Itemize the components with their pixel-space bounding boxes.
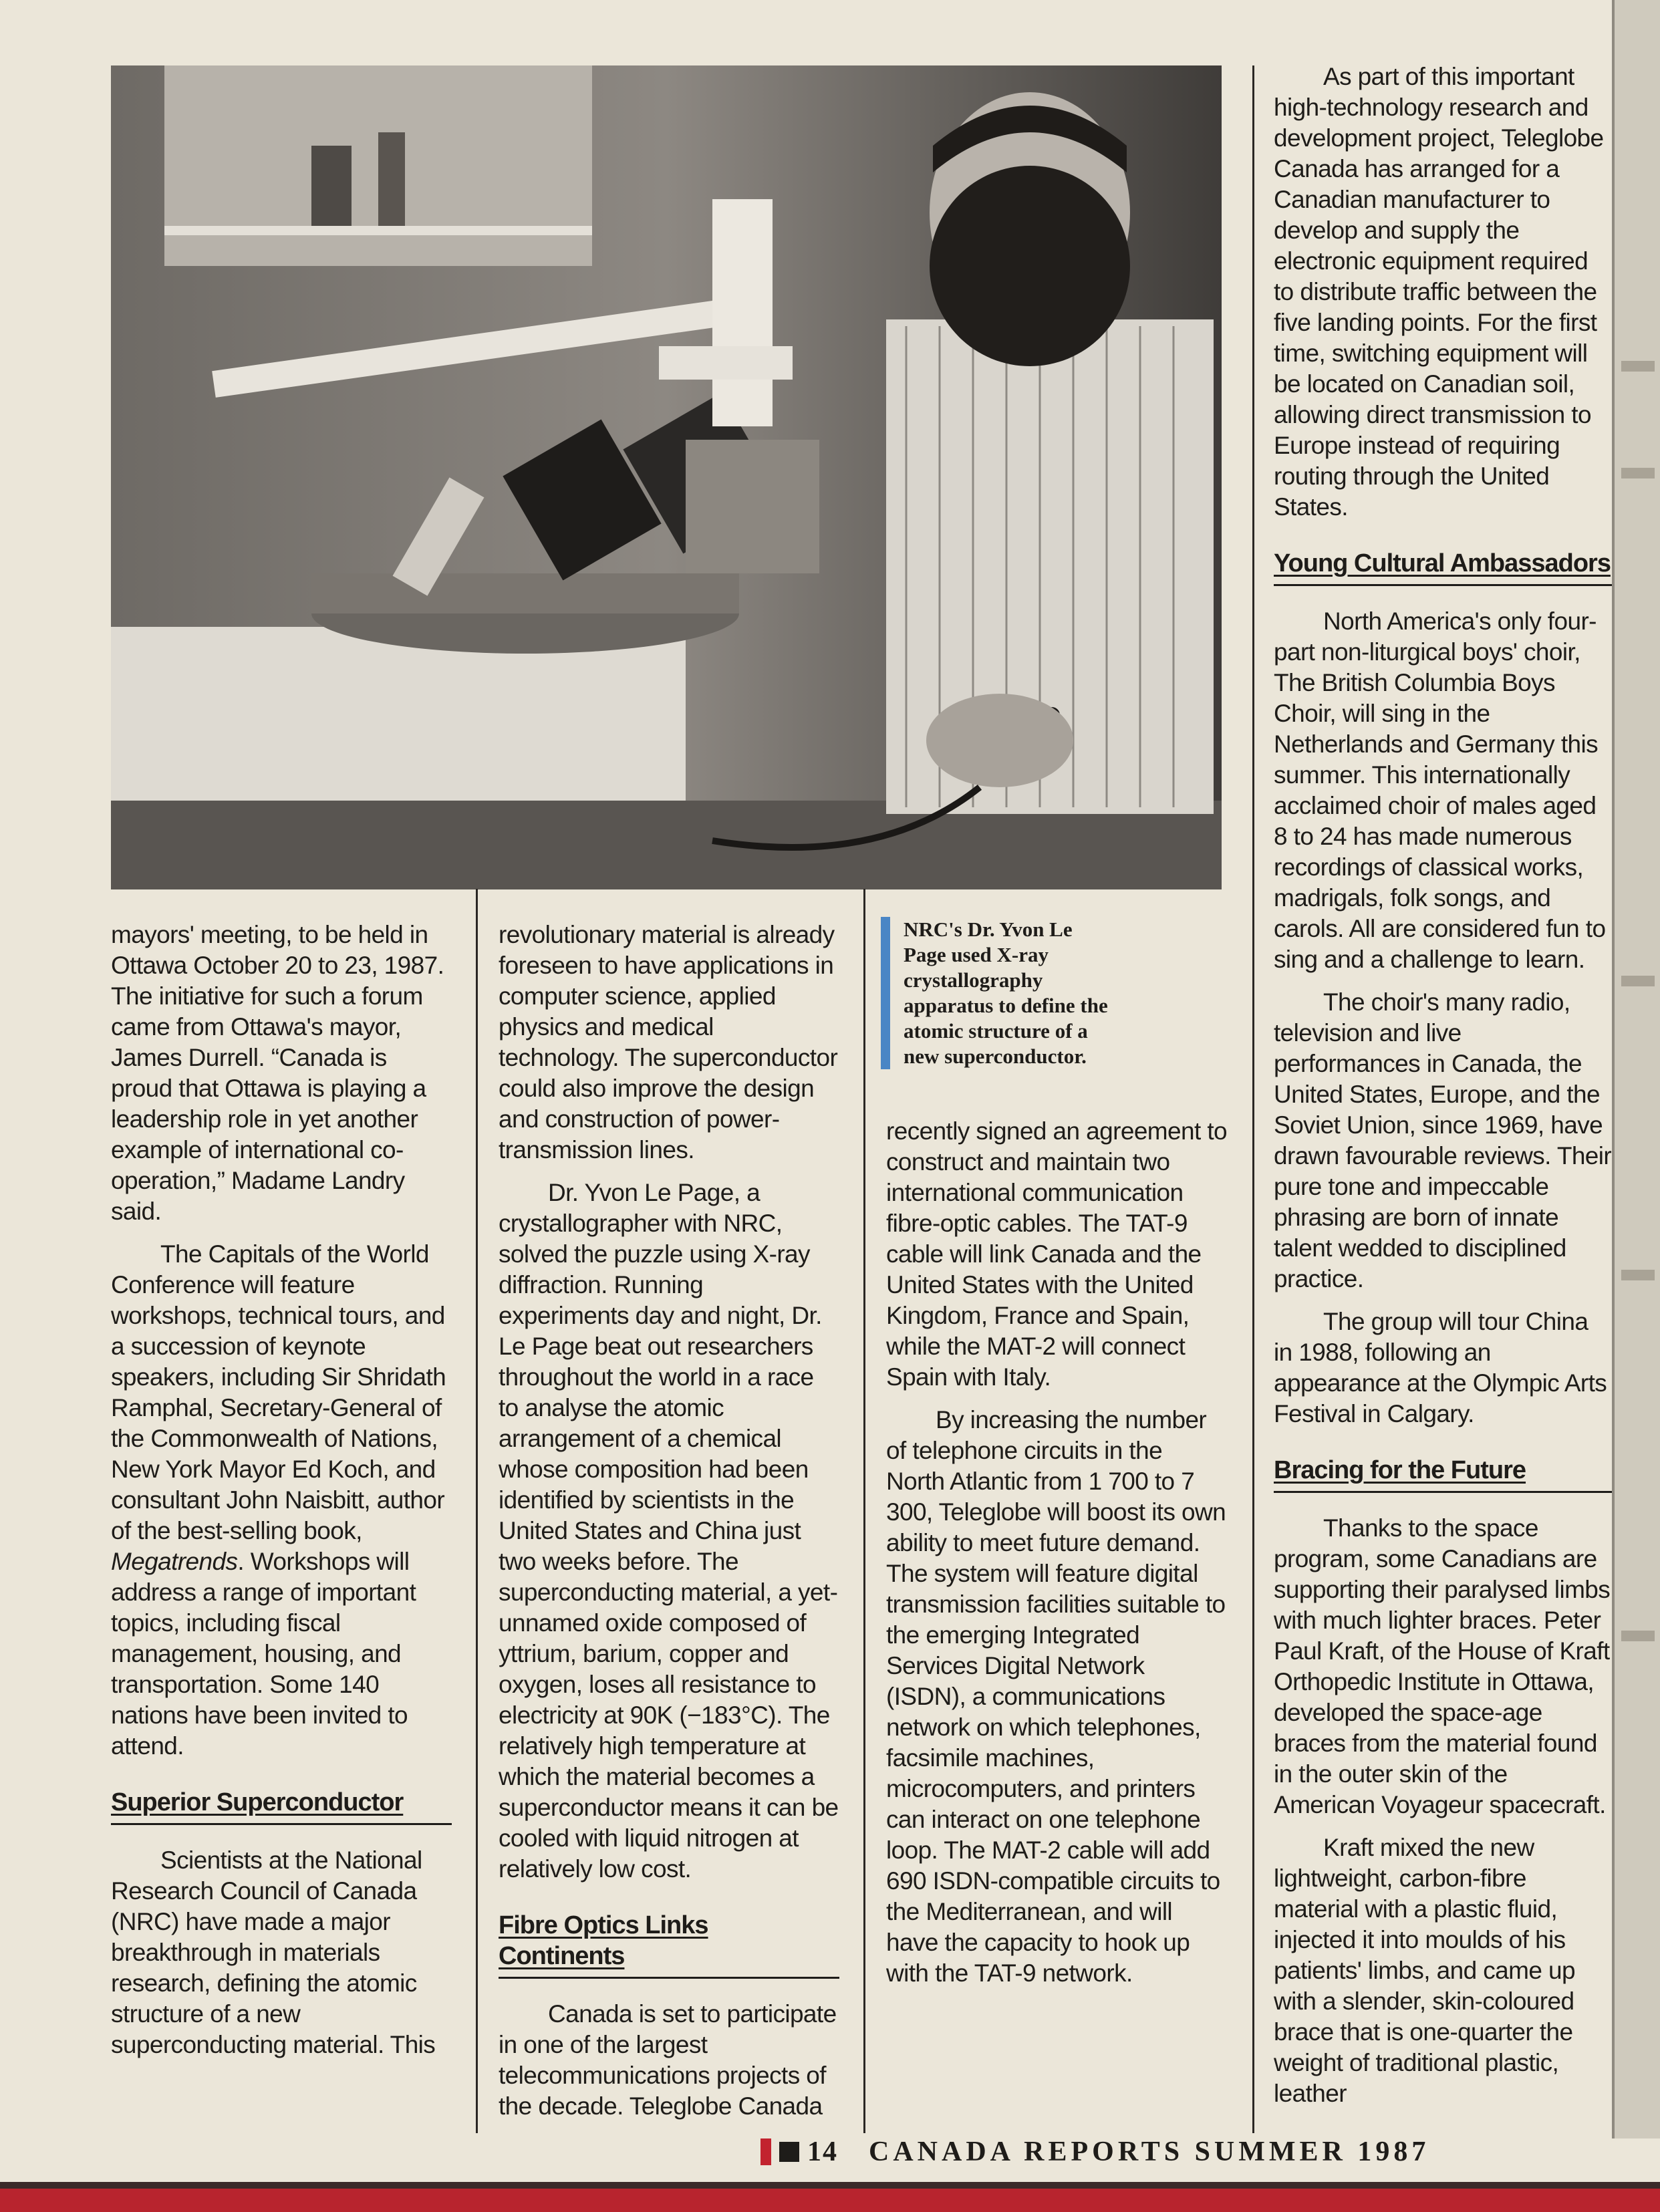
book-title: Megatrends [111,1548,238,1575]
photo-illustration [111,65,1222,889]
paragraph: recently signed an agreement to construct and maintain two international communication fibre-optic cables. The TAT-9 cable will link Canada and the United States with the United Kingdom, France and Spain, while the MAT-2 will connect Spain with Italy. [886,1117,1228,1391]
column-4 [1274,61,1612,2121]
paragraph: The choir's many radio, television and live performances in Canada, the United States, Europe, and the Soviet Union, since 1969, have drawn favourable reviews. Their pure tone and impeccable phrasing are born of innate talent wedded to disciplined practice. [1274,988,1612,1292]
column-1 [111,920,452,2072]
article-photo [111,65,1222,889]
section-heading: Young Cultural Ambassadors [1274,548,1612,586]
paragraph: North America's only four-part non-liturgical boys' choir, The British Columbia Boys Choir, will sing in the Netherlands and Germany this summer. This internationally acclaimed choir of males aged 8 to 24 has made numerous recordings of classical works, madrigals, folk songs, and carols. All are considered fun to sing and a challenge to learn. [1274,607,1606,973]
paragraph: revolutionary material is already foreseen to have applications in computer science, applied physics and medical technology. The superconductor could also improve the design and construction of power-transmission lines. [499,921,838,1163]
publication-name: CANADA REPORTS SUMMER 1987 [869,2136,1430,2167]
section-heading: Fibre Optics Links Continents [499,1910,839,1979]
page-number: 14 [807,2136,838,2167]
column-rule [476,889,478,2133]
column-3 [886,1116,1227,2001]
paragraph: The Capitals of the World Conference will feature workshops, technical tours, and a succession of keynote speakers, including Sir Shridath Ramphal, Secretary-General of the Commonwealth of Nations, New York Mayor Ed Koch, and consultant John Naisbitt, author of the best-selling book, Megatrends. Workshops will address a range of important topics, including fiscal management, housing, and transportation. Some 140 nations have been invited to attend. [111,1240,446,1760]
paragraph: mayors' meeting, to be held in Ottawa October 20 to 23, 1987. The initiative for such a forum came from Ottawa's mayor, James Durrell. “Canada is proud that Ottawa is playing a leadership role in yet another example of international co-operation,” Madame Landry said. [111,921,444,1225]
column-rule [863,889,865,2133]
footer-square-icon [779,2142,799,2162]
column-rule [1252,65,1254,2133]
paragraph: Scientists at the National Research Council of Canada (NRC) have made a major breakthrough in materials research, defining the atomic structure of a new superconducting material. This [111,1846,436,2058]
bottom-color-band [0,2182,1660,2212]
paragraph: By increasing the number of telephone circuits in the North Atlantic from 1 700 to 7 300, Teleglobe will boost its own ability to meet future demand. The system will feature digital transmission facilities suitable to the emerging Integrated Services Digital Network (ISDN), a communications network on which telephones, facsimile machines, microcomputers, and printers can interact on one telephone loop. The MAT-2 cable will add 690 ISDN-compatible circuits to the Mediterranean, and will have the capacity to hook up with the TAT-9 network. [886,1406,1226,1987]
footer-red-mark [760,2138,771,2165]
paragraph: Kraft mixed the new lightweight, carbon-fibre material with a plastic fluid, injected it into moulds of his patients' limbs, and came up with a slender, skin-coloured brace that is one-quarter the weight of traditional plastic, leather [1274,1834,1575,2107]
column-2 [499,920,839,2134]
photo-caption: NRC's Dr. Yvon Le Page used X-ray crystallography apparatus to define the atomic structure of a new superconductor. [881,917,1117,1069]
paragraph: Dr. Yvon Le Page, a crystallographer with NRC, solved the puzzle using X-ray diffraction. Running experiments day and night, Dr. Le Page beat out researchers throughout the world in a race to analyse the atomic arrangement of a chemical whose composition had been identified by scientists in the United States and China just two weeks before. The superconducting material, a yet-unnamed oxide composed of yttrium, barium, copper and oxygen, loses all resistance to electricity at 90K (−183°C). The relatively high temperature at which the material becomes a superconductor means it can be cooled with liquid nitrogen at relatively low cost. [499,1179,839,1883]
paragraph: The group will tour China in 1988, following an appearance at the Olympic Arts Festival in Calgary. [1274,1308,1607,1427]
paragraph: Thanks to the space program, some Canadians are supporting their paralysed limbs with much lighter braces. Peter Paul Kraft, of the House of Kraft Orthopedic Institute in Ottawa, developed the space-age braces from the material found in the outer skin of the American Voyageur spacecraft. [1274,1514,1611,1818]
next-page-edge [1612,0,1660,2138]
page-footer [760,2132,1429,2172]
section-heading: Superior Superconductor [111,1787,452,1825]
section-heading: Bracing for the Future [1274,1455,1612,1493]
paragraph: Canada is set to participate in one of the largest telecommunications projects of the decade. Teleglobe Canada [499,2000,837,2120]
paragraph: As part of this important high-technology research and development project, Teleglobe Canada has arranged for a Canadian manufacturer to develop and supply the electronic equipment required to distribute traffic between the five landing points. For the first time, switching equipment will be located on Canadian soil, allowing direct transmission to Europe instead of requiring routing through the United States. [1274,63,1604,521]
